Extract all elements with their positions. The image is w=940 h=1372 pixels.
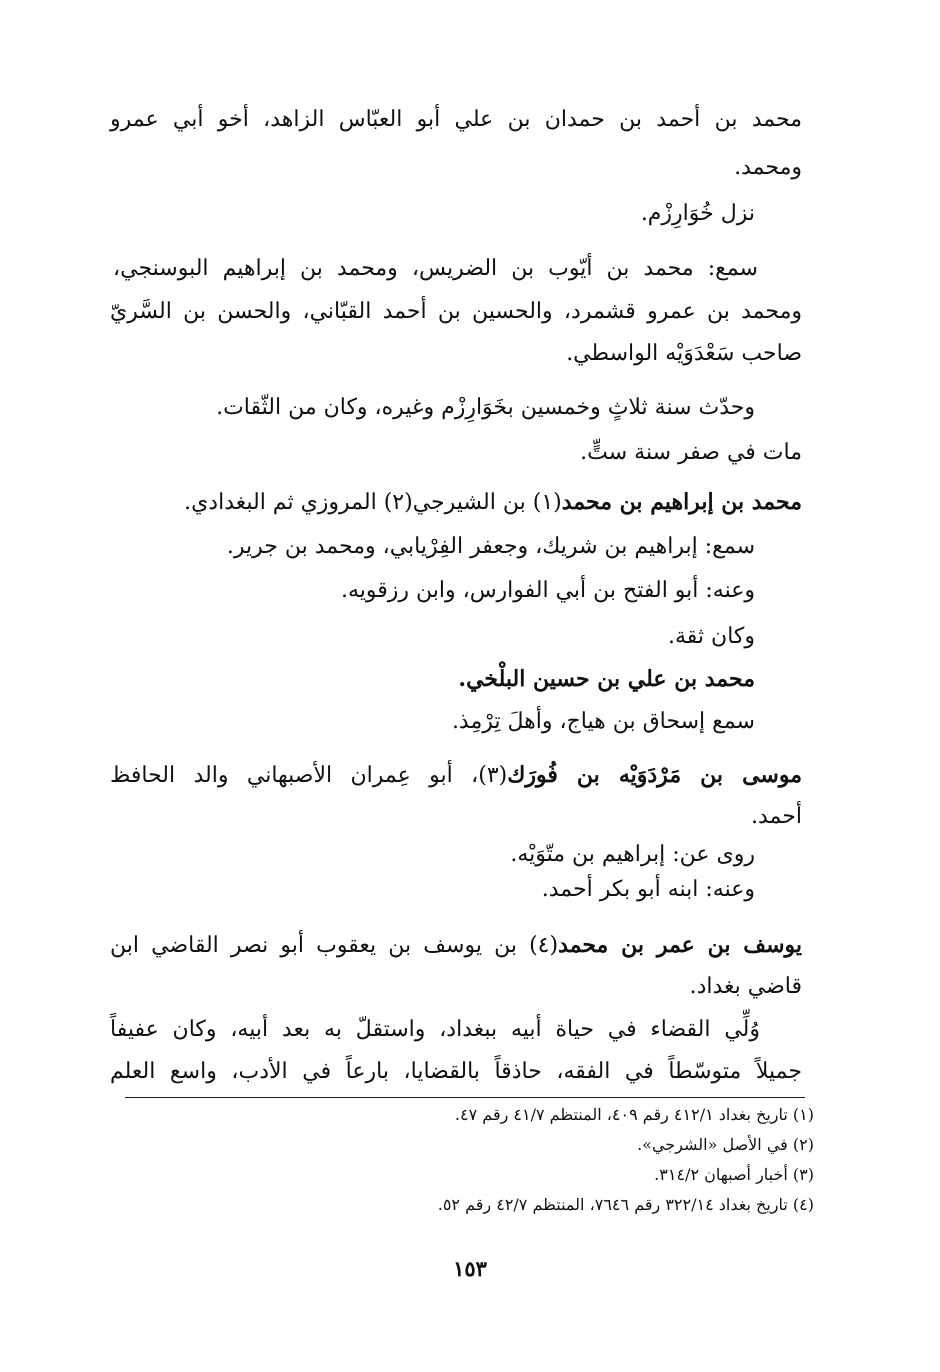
- footnote-divider: [125, 1097, 805, 1098]
- text-line: جميلاً متوسّطاً في الفقه، حاذقاً بالقضايا، بارعاً في الأدب، واسع العلم: [110, 1059, 802, 1084]
- text-line: سمع: إبراهيم بن شريك، وجعفر الفِرْيابي، ومحمد بن جرير.: [226, 534, 755, 559]
- footnote: (١) تاريخ بغداد ٤١٢/١ رقم ٤٠٩، المنتظم ٤١/٧ رقم ٤٧.: [454, 1105, 814, 1124]
- heading-text: محمد بن أحمد بن حمدان بن علي أبو العبّاس الزاهد، أخو أبي عمرو: [110, 107, 802, 132]
- entry-heading: [184, 485, 802, 520]
- text-line: سمع: محمد بن أيّوب بن الضريس، ومحمد بن إبراهيم البوسنجي،: [113, 256, 758, 281]
- text-line: ومحمد.: [734, 155, 802, 180]
- text-line: وُلِّي القضاء في حياة أبيه ببغداد، واستقلّ به بعد أبيه، وكان عفيفاً: [110, 1017, 760, 1042]
- page-number: ١٥٣: [453, 1256, 487, 1281]
- text-line: مات في صفر سنة ستٍّ.: [580, 440, 802, 465]
- text-line: نزل خُوَارِزْم.: [640, 201, 755, 226]
- heading-name: يوسف بن عمر بن محمد: [558, 932, 802, 958]
- entry-heading: محمد بن علي بن حسين البلْخي.: [458, 666, 755, 692]
- heading-rest: (٢) المروزي ثم البغدادي.: [184, 490, 413, 515]
- text-line: وعنه: ابنه أبو بكر أحمد.: [541, 877, 755, 902]
- entry-heading: [110, 758, 802, 793]
- text-line: روى عن: إبراهيم بن متّوَيْه.: [510, 842, 755, 867]
- footnote: (٣) أخبار أصبهان ٣١٤/٢.: [654, 1165, 814, 1184]
- text-line: سمع إسحاق بن هياج، وأهلَ تِرْمِذ.: [451, 709, 755, 734]
- text-line: وحدّث سنة ثلاثٍ وخمسين بخَوَارِزْم وغيره، وكان من الثّقات.: [216, 395, 755, 420]
- heading-rest: (٤) بن يوسف بن يعقوب أبو نصر القاضي ابن: [110, 933, 559, 958]
- text-line: صاحب سَعْدَوَيْه الواسطي.: [566, 341, 802, 366]
- footnote: (٤) تاريخ بغداد ٣٢٢/١٤ رقم ٧٦٤٦، المنتظم ٤٢/٧ رقم ٥٢.: [437, 1195, 814, 1214]
- text-line: وعنه: أبو الفتح بن أبي الفوارس، وابن رزقويه.: [340, 578, 755, 603]
- heading-name: محمد بن إبراهيم بن محمد: [561, 489, 802, 515]
- text-line: قاضي بغداد.: [689, 974, 802, 999]
- heading-name: موسى بن مَرْدَوَيْه بن فُورَك: [507, 762, 802, 788]
- text-line: ومحمد بن عمرو قشمرد، والحسين بن أحمد القبّاني، والحسن بن السَّريّ: [110, 299, 802, 324]
- heading-rest: (٣)، أبو عِمران الأصبهاني والد الحافظ: [110, 763, 508, 788]
- text-line: أحمد.: [751, 804, 802, 829]
- heading-mid: (١) بن الشيرجي: [412, 490, 562, 515]
- entry-heading: [110, 103, 802, 137]
- entry-heading: [110, 928, 802, 963]
- footnote: (٢) في الأصل «الشرجي».: [637, 1135, 814, 1154]
- text-line: وكان ثقة.: [668, 624, 755, 649]
